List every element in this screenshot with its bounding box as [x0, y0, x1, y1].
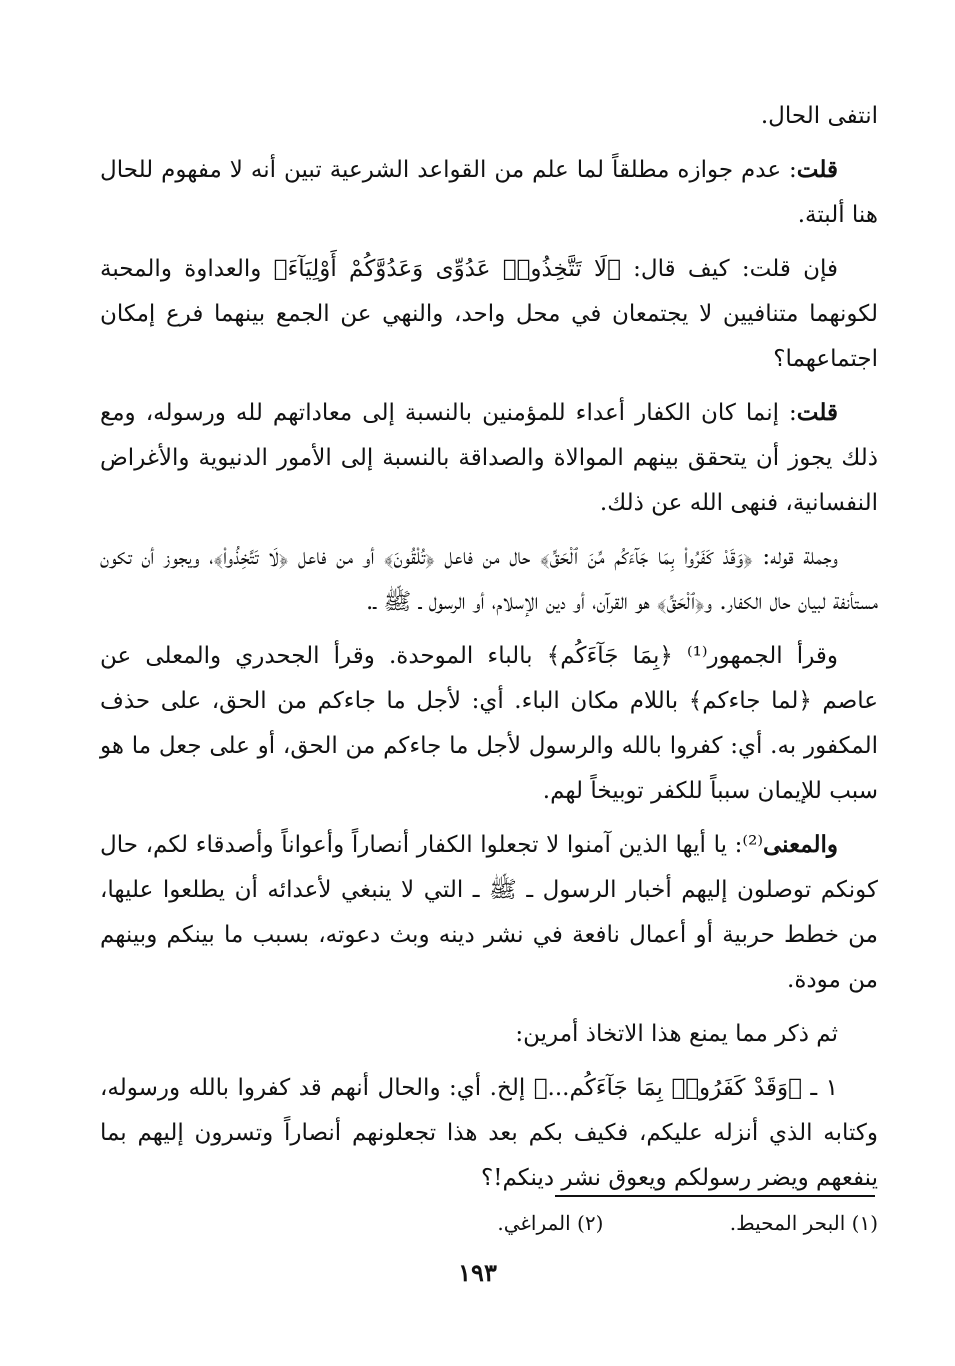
paragraph-text: ١ ـ ﴿وَقَدْ كَفَرُوا۟ بِمَا جَآءَكُم...﴾ إلخ. أي: والحال أنهم قد كفروا بالله ورسوله، وكتابه الذي أنزله عليكم، فكيف بكم بعد هذا تجعلونهم أنصاراً وتسرون إليهم بما ينفعهم ويضر رسولكم ويعوق نشر دينكم!؟	[100, 1075, 878, 1191]
paragraph-text: انتفى الحال.	[760, 103, 878, 129]
paragraph	[100, 1011, 878, 1057]
paragraph	[100, 633, 878, 814]
footnote: (١) البحر المحيط.	[729, 1211, 878, 1235]
footnote-divider	[555, 1195, 875, 1197]
footnote: (٢) المراغي.	[497, 1211, 604, 1235]
paragraph-text: : عدم جوازه مطلقاً لما علم من القواعد الشرعية تبين أنه لا مفهوم للحال هنا ألبتة.	[100, 157, 878, 228]
paragraph-text: وجملة قوله: ﴿وَقَدْ كَفَرُوا۟ بِمَا جَآءَكُم مِّنَ ٱلْحَقِّ﴾ حال من فاعل ﴿تُلْقُونَ﴾ أو من فاعل ﴿لَا تَتَّخِذُوا۟﴾، ويجوز أن تكون مستأنفة لبيان حال الكفار. و﴿ٱلْحَقِّ﴾ هو القرآن، أو دين الإسلام، أو الرسول ـ ﷺ ـ.	[100, 544, 878, 615]
paragraph-lead: قلت	[796, 156, 838, 183]
paragraph	[100, 147, 878, 238]
paragraph-text: ثم ذكر مما يمنع هذا الاتخاذ أمرين:	[515, 1021, 838, 1047]
paragraph-text: : إنما كان الكفار أعداء للمؤمنين بالنسبة إلى معاداتهم لله ورسوله، ومع ذلك يجوز أن يتحقق بينهم الموالاة والصداقة بالنسبة إلى الأمور الدنيوية والأغراض النفسانية، فنهى الله عن ذلك.	[100, 400, 878, 516]
paragraph-text: فإن قلت: كيف قال: ﴿لَا تَتَّخِذُوا۟ عَدُوِّى وَعَدُوَّكُمْ أَوْلِيَآءَ﴾ والعداوة والمحبة لكونهما متنافيين لا يجتمعان في محل واحد، والنهي عن الجمع بينهما فرع إمكان اجتماعهما؟	[100, 256, 878, 372]
page-number: ١٩٣	[458, 1258, 497, 1287]
paragraph-lead: قلت	[796, 399, 838, 426]
paragraph	[100, 246, 878, 382]
paragraph-text: ⁽²⁾: يا أيها الذين آمنوا لا تجعلوا الكفار أنصاراً وأعواناً وأصدقاء لكم، حال كونكم توصلون إليهم أخبار الرسول ـ ﷺ ـ التي لا ينبغي لأعدائه أن يطلعوا عليها، من خطط حربية أو أعمال نافعة في نشر دينه وبث دعوته، بسبب ما بينكم وبينهم من مودة.	[100, 832, 878, 993]
paragraph	[100, 534, 878, 625]
paragraph	[100, 390, 878, 526]
paragraph	[100, 93, 878, 139]
footnotes	[300, 1208, 878, 1238]
paragraph	[100, 822, 878, 1003]
page-body	[100, 93, 878, 1209]
paragraph-text: وقرأ الجمهور⁽¹⁾ ﴿بِمَا جَآءَكُم﴾ بالباء الموحدة. وقرأ الجحدري والمعلى عن عاصم ﴿لما جاءكم﴾ باللام مكان الباء. أي: لأجل ما جاءكم من الحق، على حذف المكفور به. أي: كفروا بالله والرسول لأجل ما جاءكم من الحق، أو على جعل ما هو سبب للإيمان سبباً للكفر توبيخاً لهم.	[100, 643, 878, 804]
paragraph	[100, 1065, 878, 1201]
paragraph-lead: والمعنى	[762, 831, 838, 858]
